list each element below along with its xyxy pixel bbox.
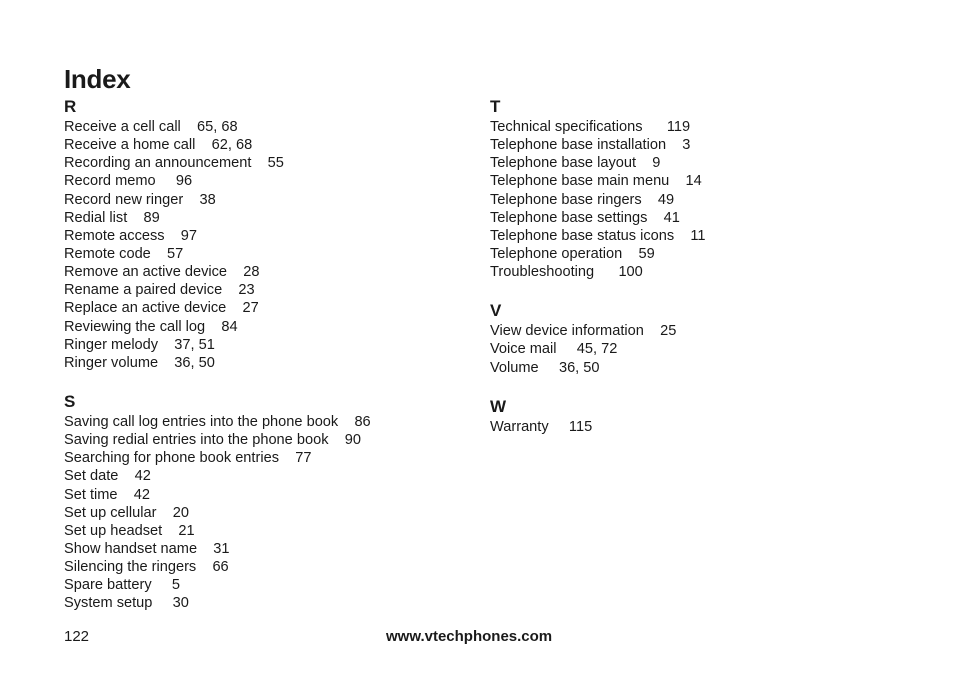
- index-entry: Rename a paired device 23: [64, 282, 255, 299]
- index-entry: Voice mail 45, 72: [490, 341, 618, 358]
- index-entries: [64, 413, 371, 613]
- index-section-t: [490, 96, 706, 281]
- index-entry: Volume 36, 50: [490, 359, 600, 376]
- index-entry: Technical specifications 119: [490, 119, 691, 135]
- index-entry: Remote code 57: [64, 245, 184, 262]
- index-entry: Recording an announcement 55: [64, 155, 284, 172]
- index-section-r: [64, 96, 371, 372]
- index-entry: Telephone base status icons 11: [490, 227, 706, 244]
- index-entry: Set time 42: [64, 486, 150, 503]
- index-entry: Receive a cell call 65, 68: [64, 119, 238, 135]
- section-letter: R: [64, 97, 77, 116]
- index-entry: Telephone base ringers 49: [490, 191, 675, 208]
- index-entry: Ringer melody 37, 51: [64, 336, 215, 353]
- index-entry: Ringer volume 36, 50: [64, 354, 215, 371]
- index-column-left: [64, 96, 371, 613]
- index-entry: Silencing the ringers 66: [64, 559, 229, 576]
- index-entry: Spare battery 5: [64, 577, 181, 594]
- index-entries: [490, 418, 706, 436]
- index-entry: Set date 42: [64, 468, 151, 485]
- index-entry: Set up headset 21: [64, 522, 195, 539]
- index-entry: Telephone base installation 3: [490, 137, 691, 154]
- index-entries: [490, 118, 706, 281]
- index-entry: Reviewing the call log 84: [64, 318, 238, 335]
- index-entry: Receive a home call 62, 68: [64, 137, 253, 154]
- index-section-v: [490, 300, 706, 376]
- index-entry: Replace an active device 27: [64, 300, 259, 317]
- index-entry: Telephone base main menu 14: [490, 173, 702, 190]
- index-entry: Searching for phone book entries 77: [64, 450, 312, 467]
- index-entry: Record memo 96: [64, 173, 193, 190]
- index-entry: Telephone base settings 41: [490, 209, 680, 226]
- index-entry: Telephone operation 59: [490, 245, 655, 262]
- index-entry: Remove an active device 28: [64, 264, 260, 281]
- index-section-s: [64, 391, 371, 613]
- index-entries: [64, 118, 371, 372]
- index-entry: System setup 30: [64, 595, 189, 612]
- index-entry: Set up cellular 20: [64, 504, 189, 521]
- section-letter: W: [490, 396, 507, 416]
- section-letter: T: [490, 97, 501, 116]
- index-entry: Remote access 97: [64, 227, 198, 244]
- index-section-w: [490, 396, 706, 436]
- index-entry: Show handset name 31: [64, 540, 230, 557]
- index-entry: Saving call log entries into the phone book 86: [64, 413, 371, 430]
- index-column-right: [490, 96, 706, 436]
- index-entry: Record new ringer 38: [64, 191, 216, 208]
- footer-url: www.vtechphones.com: [386, 628, 553, 645]
- index-entry: View device information 25: [490, 323, 677, 340]
- index-entry: Redial list 89: [64, 209, 160, 226]
- page-number: 122: [64, 628, 90, 645]
- index-entry: Saving redial entries into the phone book 90: [64, 432, 361, 449]
- index-entry: Telephone base layout 9: [490, 155, 661, 172]
- index-entry: Warranty 115: [490, 418, 593, 435]
- page-title: Index: [64, 64, 131, 94]
- index-entry: Troubleshooting 100: [490, 264, 643, 281]
- section-letter: S: [64, 391, 76, 411]
- section-letter: V: [490, 301, 502, 321]
- index-entries: [490, 322, 706, 376]
